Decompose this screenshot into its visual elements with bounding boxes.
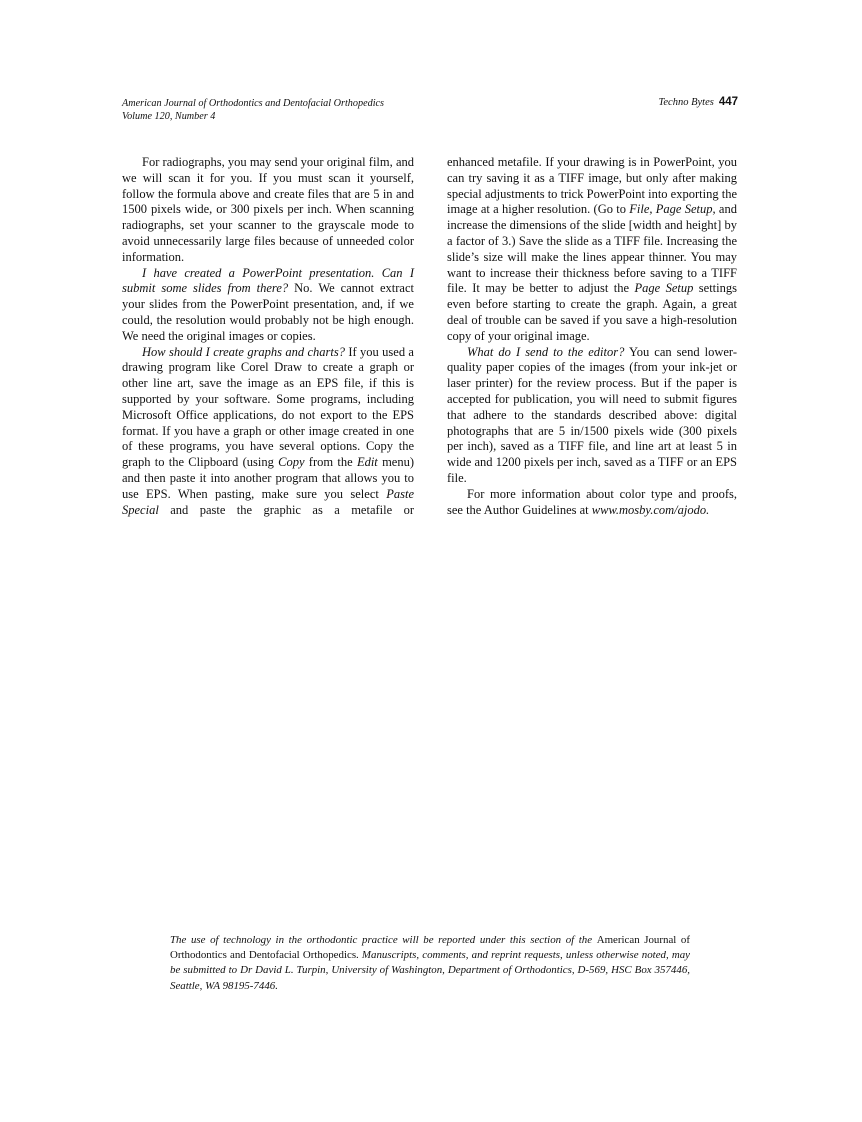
paragraph-text: You can send lower-quality paper copies of the images (from your ink-jet or laser printer) for the review process. But if the paper is accepted for publication, you will need to submit figures that adhere to the standards described above: digital photographs that are 5 in/1500 pixels wide (300 pixels per inch), saved as a TIFF file, and line art at least 5 in wide and 1200 pixels per inch, saved as a TIFF or an EPS file. [447, 344, 737, 485]
paragraph-editor [447, 345, 737, 487]
paragraph-text: If you used a drawing program like Corel Draw to create a graph or other line art, save the image as an EPS file, if this is supported by your software. Some programs, including Microsoft Office applications, do not export to the EPS format. If you have a graph or other image created in one of these programs, you have several options. Copy the graph to the Clipboard (using [122, 344, 414, 470]
question-text: What do I send to the editor? [467, 344, 625, 359]
question-text: I have created a PowerPoint presentation. Can I submit some slides from there? [122, 265, 414, 296]
paragraph-text: menu) and then paste it into another program that allows you to use EPS. When pasting, make sure you select [122, 455, 414, 501]
paragraph-text: For radiographs, you may send your original film, and we will scan it for you. If you must scan it yourself, follow the formula above and create files that are 5 in and 1500 pixels wide, or 300 pixels per inch. When scanning radiographs, set your scanner to the grayscale mode to avoid unnecessarily large files because of unneeded color information. [122, 155, 414, 264]
section-title: Techno Bytes [658, 97, 714, 108]
menu-term: Page Setup [634, 281, 694, 296]
footer-note [170, 933, 690, 994]
paragraph-graphs-continued [447, 155, 737, 345]
question-text: How should I create graphs and charts? [142, 344, 346, 359]
running-header [122, 97, 384, 123]
footer-text: The use of technology in the orthodontic practice will be reported under this section of the [170, 934, 597, 946]
journal-title: American Journal of Orthodontics and Dentofacial Orthopedics [122, 98, 385, 109]
volume-number: Volume 120, Number 4 [122, 111, 216, 122]
paragraph-more-info [447, 487, 737, 519]
paragraph-graphs [122, 345, 414, 519]
menu-term: Copy [278, 455, 305, 470]
paragraph-powerpoint [122, 266, 414, 345]
menu-term: Paste Special [122, 486, 414, 517]
page-number: 447 [718, 96, 738, 108]
footer-text: Manuscripts, comments, and reprint requests, unless otherwise noted, may be submitted to Dr David L. Turpin, University of Washington, Department of Orthodontics, D-569, HSC Box 357446, Seattle, WA 98195-7446. [170, 949, 690, 992]
right-column [447, 155, 737, 518]
paragraph-text: No. We cannot extract your slides from the PowerPoint presentation, and, if we could, the resolution would probably not be high enough. We need the original images or copies. [122, 281, 414, 343]
guidelines-link[interactable]: www.mosby.com/ajodo. [591, 502, 710, 517]
journal-name: American Journal of Orthodontics and Dentofacial Orthopedics. [170, 934, 690, 962]
paragraph-text: and paste the graphic as a metafile or [158, 502, 414, 517]
paragraph-text: from the [304, 455, 357, 470]
paragraph-text: settings even before starting to create the graph. Again, a great deal of trouble can be saved if you save a high-resolution copy of your original image. [447, 281, 737, 343]
paragraph-radiographs [122, 155, 414, 266]
paragraph-text: For more information about color type and proofs, see the Author Guidelines at [447, 486, 737, 517]
paragraph-text: and increase the dimensions of the slide [width and height] by a factor of 3.) Save the slide as a TIFF file. Increasing the slide’s size will make the lines appear thinner. You may want to increase their thickness before saving to a TIFF file. It may be better to adjust the [447, 202, 737, 296]
left-column [122, 155, 414, 518]
menu-term: File, Page Setup, [629, 202, 716, 217]
menu-term: Edit [356, 455, 378, 470]
paragraph-text: enhanced metafile. If your drawing is in PowerPoint, you can try saving it as a TIFF image, but only after making special adjustments to trick PowerPoint into exporting the image at a higher resolution. (Go to [447, 155, 737, 217]
section-header [659, 96, 739, 108]
